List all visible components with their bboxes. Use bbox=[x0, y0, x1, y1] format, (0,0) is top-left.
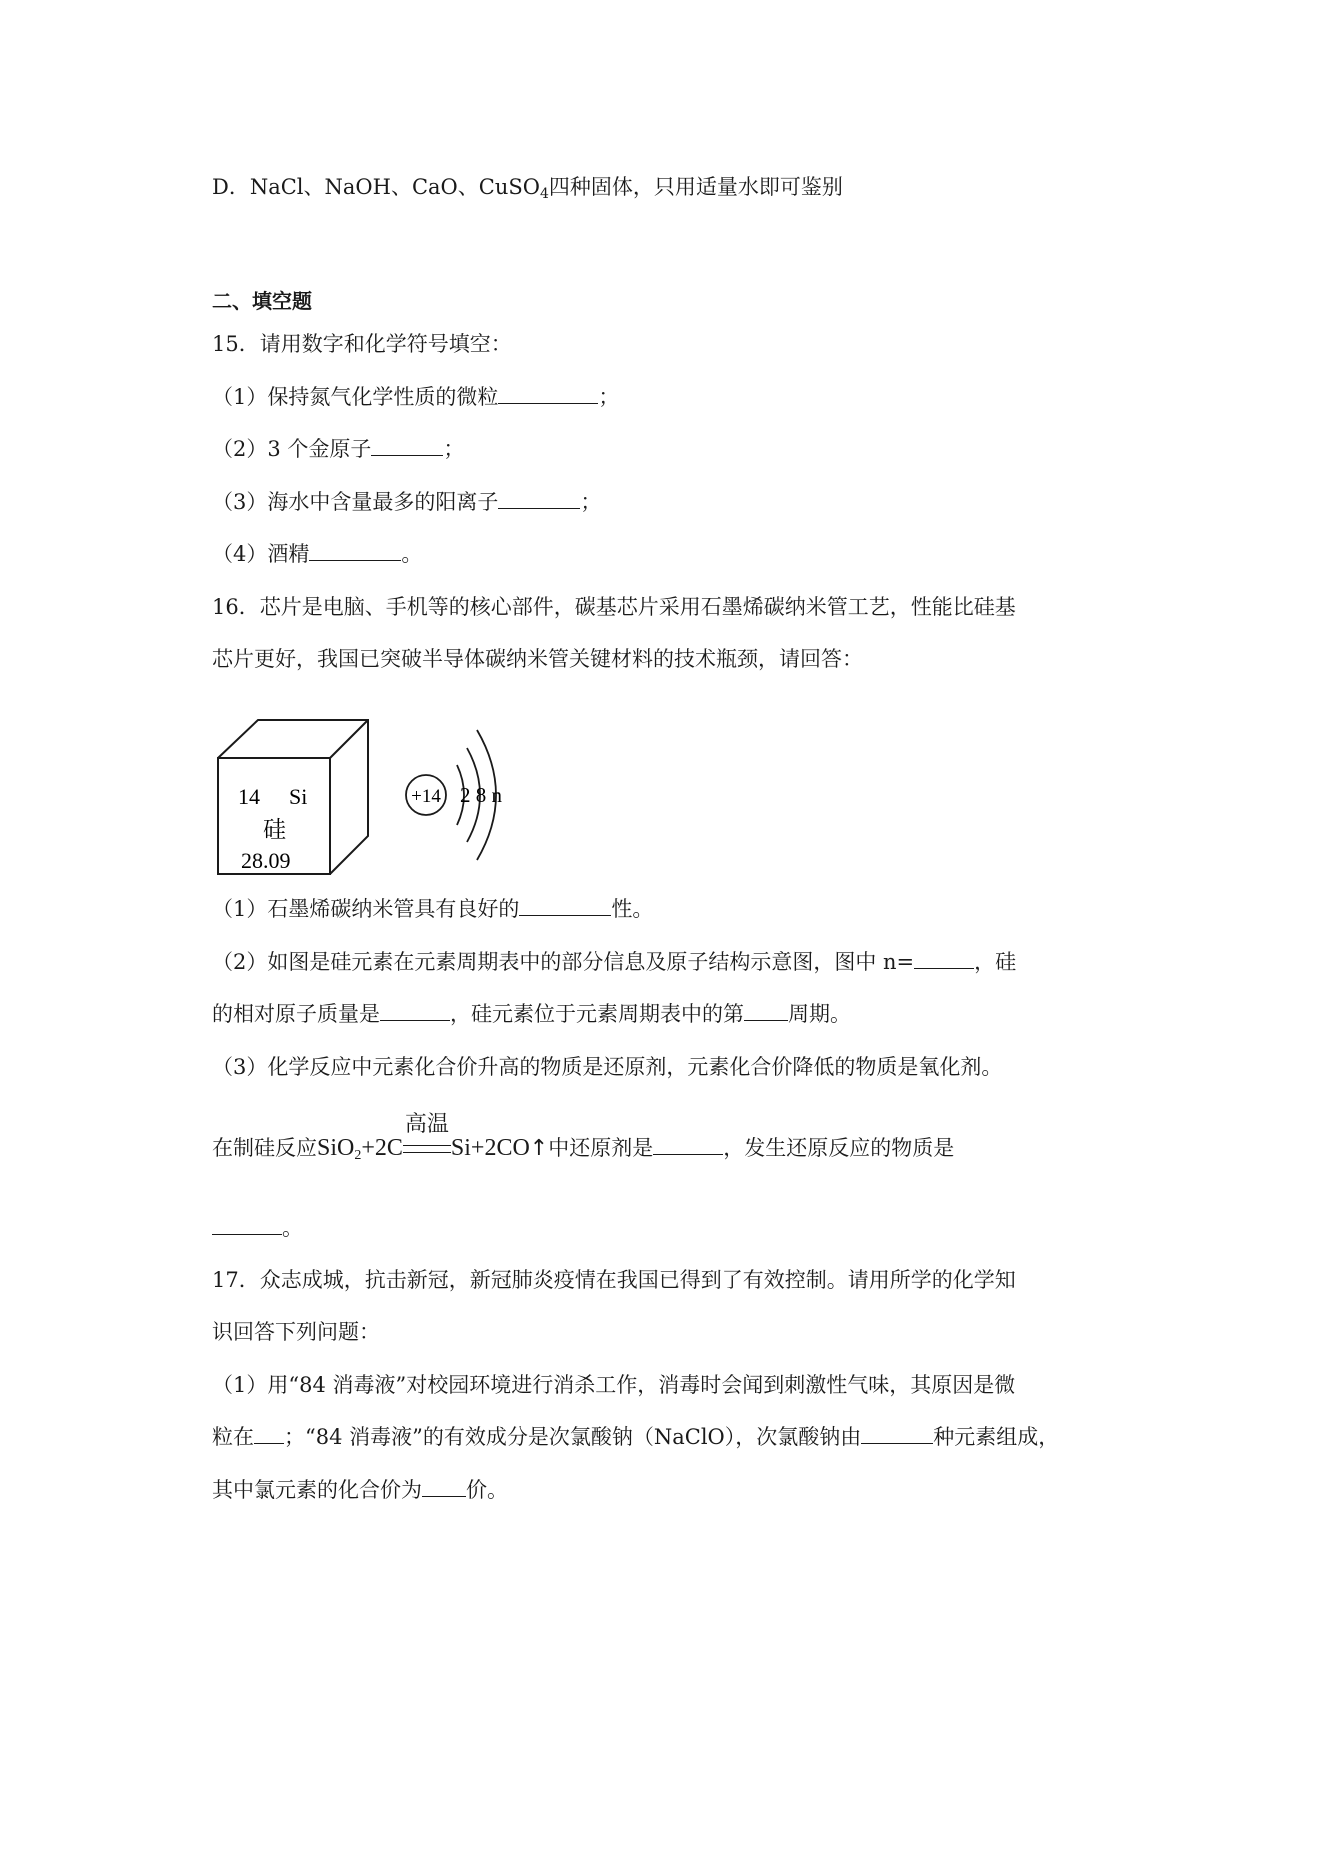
equation-right: Si+2CO bbox=[450, 1135, 530, 1161]
q16-part3-line2-a: 在制硅反应 bbox=[212, 1136, 317, 1160]
equation-left: SiO bbox=[317, 1135, 355, 1161]
q17-answer-blank-3[interactable] bbox=[422, 1476, 466, 1497]
q16-stem-line2: 芯片更好，我国已突破半导体碳纳米管关键材料的技术瓶颈，请回答： bbox=[212, 647, 863, 671]
q15-part1-text: （1）保持氮气化学性质的微粒 bbox=[212, 385, 499, 409]
silicon-figure bbox=[205, 710, 535, 880]
equation-condition: 高温 bbox=[404, 1111, 449, 1137]
q17-part1-line3-a: 其中氯元素的化合价为 bbox=[212, 1478, 422, 1502]
option-d-tail: 四种固体，只用适量水即可鉴别 bbox=[548, 175, 843, 199]
q17-stem-line1: 17．众志成城，抗击新冠，新冠肺炎疫情在我国已得到了有效控制。请用所学的化学知 bbox=[212, 1268, 1016, 1292]
shell-electron-counts: 2 8 n bbox=[460, 783, 502, 807]
q16-answer-blank-mass[interactable] bbox=[380, 1000, 450, 1021]
q15-stem: 15．请用数字和化学符号填空： bbox=[212, 332, 512, 356]
q16-part2-line2-a: 的相对原子质量是 bbox=[212, 1002, 380, 1026]
q15-part4-end: 。 bbox=[401, 542, 423, 566]
q16-part3-line1: （3）化学反应中元素化合价升高的物质是还原剂，元素化合价降低的物质是氧化剂。 bbox=[212, 1055, 1003, 1079]
q16-part1 bbox=[212, 894, 653, 924]
q16-part2-line2-c: 周期。 bbox=[788, 1002, 851, 1026]
q15-part3 bbox=[212, 487, 601, 517]
equals-sign bbox=[403, 1145, 451, 1153]
q15-part2-end: ； bbox=[443, 437, 465, 461]
q16-part3-line3 bbox=[212, 1213, 303, 1243]
equation-condition-sign bbox=[403, 1111, 451, 1164]
q17-part1-line2-a: 粒在 bbox=[212, 1425, 254, 1449]
q16-part2-line2-b: ，硅元素位于元素周期表中的第 bbox=[450, 1002, 744, 1026]
q14-option-d bbox=[212, 172, 843, 209]
atom-diagram bbox=[406, 730, 503, 860]
q16-answer-blank-reductant[interactable] bbox=[653, 1134, 723, 1155]
q16-part2-line2 bbox=[212, 999, 851, 1029]
q15-answer-blank-1[interactable] bbox=[498, 383, 598, 404]
q17-answer-blank-1[interactable] bbox=[254, 1423, 284, 1444]
q17-part1-line2-b: ；“84 消毒液”的有效成分是次氯酸钠（NaClO），次氯酸钠由 bbox=[284, 1425, 862, 1449]
nucleus-charge: +14 bbox=[411, 786, 441, 807]
q16-part3-line2 bbox=[212, 1111, 955, 1171]
q16-answer-blank-1[interactable] bbox=[519, 895, 611, 916]
q15-part3-text: （3）海水中含量最多的阳离子 bbox=[212, 490, 499, 514]
q17-part1-line3 bbox=[212, 1475, 508, 1505]
element-number: 14 bbox=[238, 784, 260, 809]
q16-part1-end: 性。 bbox=[611, 897, 654, 921]
reaction-equation bbox=[317, 1111, 549, 1163]
q15-part2-text: （2）3 个金原子 bbox=[212, 437, 372, 461]
element-name: 硅 bbox=[263, 817, 286, 842]
q17-part1-line3-b: 价。 bbox=[466, 1478, 508, 1502]
q16-part3-line3-end: 。 bbox=[282, 1216, 303, 1240]
gas-arrow-icon: ↑ bbox=[529, 1136, 549, 1161]
option-d-subscript: 4 bbox=[539, 186, 549, 202]
q16-answer-blank-reduced[interactable] bbox=[212, 1214, 282, 1235]
section-title: 二、填空题 bbox=[212, 289, 312, 313]
q16-stem-line1: 16．芯片是电脑、手机等的核心部件，碳基芯片采用石墨烯碳纳米管工艺，性能比硅基 bbox=[212, 595, 1016, 619]
q16-answer-blank-period[interactable] bbox=[744, 1000, 788, 1021]
option-d-text: D．NaCl、NaOH、CaO、CuSO bbox=[212, 175, 540, 199]
equation-left-subscript: 2 bbox=[354, 1148, 362, 1163]
q16-answer-blank-n[interactable] bbox=[914, 948, 974, 969]
q17-part1-line2-c: 种元素组成， bbox=[933, 1425, 1060, 1449]
element-symbol: Si bbox=[289, 784, 308, 809]
q17-answer-blank-2[interactable] bbox=[861, 1423, 933, 1444]
q17-stem-line2: 识回答下列问题： bbox=[212, 1320, 380, 1344]
q16-part2-line1-end: ，硅 bbox=[974, 950, 1017, 974]
q15-part4-text: （4）酒精 bbox=[212, 542, 310, 566]
q17-part1-line1: （1）用“84 消毒液”对校园环境进行消杀工作，消毒时会闻到刺激性气味，其原因是微 bbox=[212, 1373, 1016, 1397]
q15-answer-blank-2[interactable] bbox=[371, 435, 443, 456]
q15-part1 bbox=[212, 382, 619, 412]
q16-part3-line2-b: 中还原剂是 bbox=[548, 1136, 654, 1160]
q16-part3-line2-c: ，发生还原反应的物质是 bbox=[723, 1136, 955, 1160]
q16-part2-line1 bbox=[212, 947, 1016, 977]
q15-part1-end: ； bbox=[598, 385, 620, 409]
q16-part1-text: （1）石墨烯碳纳米管具有良好的 bbox=[212, 897, 520, 921]
q15-part4 bbox=[212, 539, 422, 569]
element-mass: 28.09 bbox=[241, 848, 291, 873]
q15-answer-blank-3[interactable] bbox=[498, 488, 580, 509]
q15-answer-blank-4[interactable] bbox=[309, 540, 401, 561]
equation-left-tail: +2C bbox=[361, 1135, 403, 1161]
q16-part2-text: （2）如图是硅元素在元素周期表中的部分信息及原子结构示意图，图中 n= bbox=[212, 950, 915, 974]
q15-part2 bbox=[212, 434, 464, 464]
q17-part1-line2 bbox=[212, 1422, 1059, 1452]
q15-part3-end: ； bbox=[580, 490, 602, 514]
